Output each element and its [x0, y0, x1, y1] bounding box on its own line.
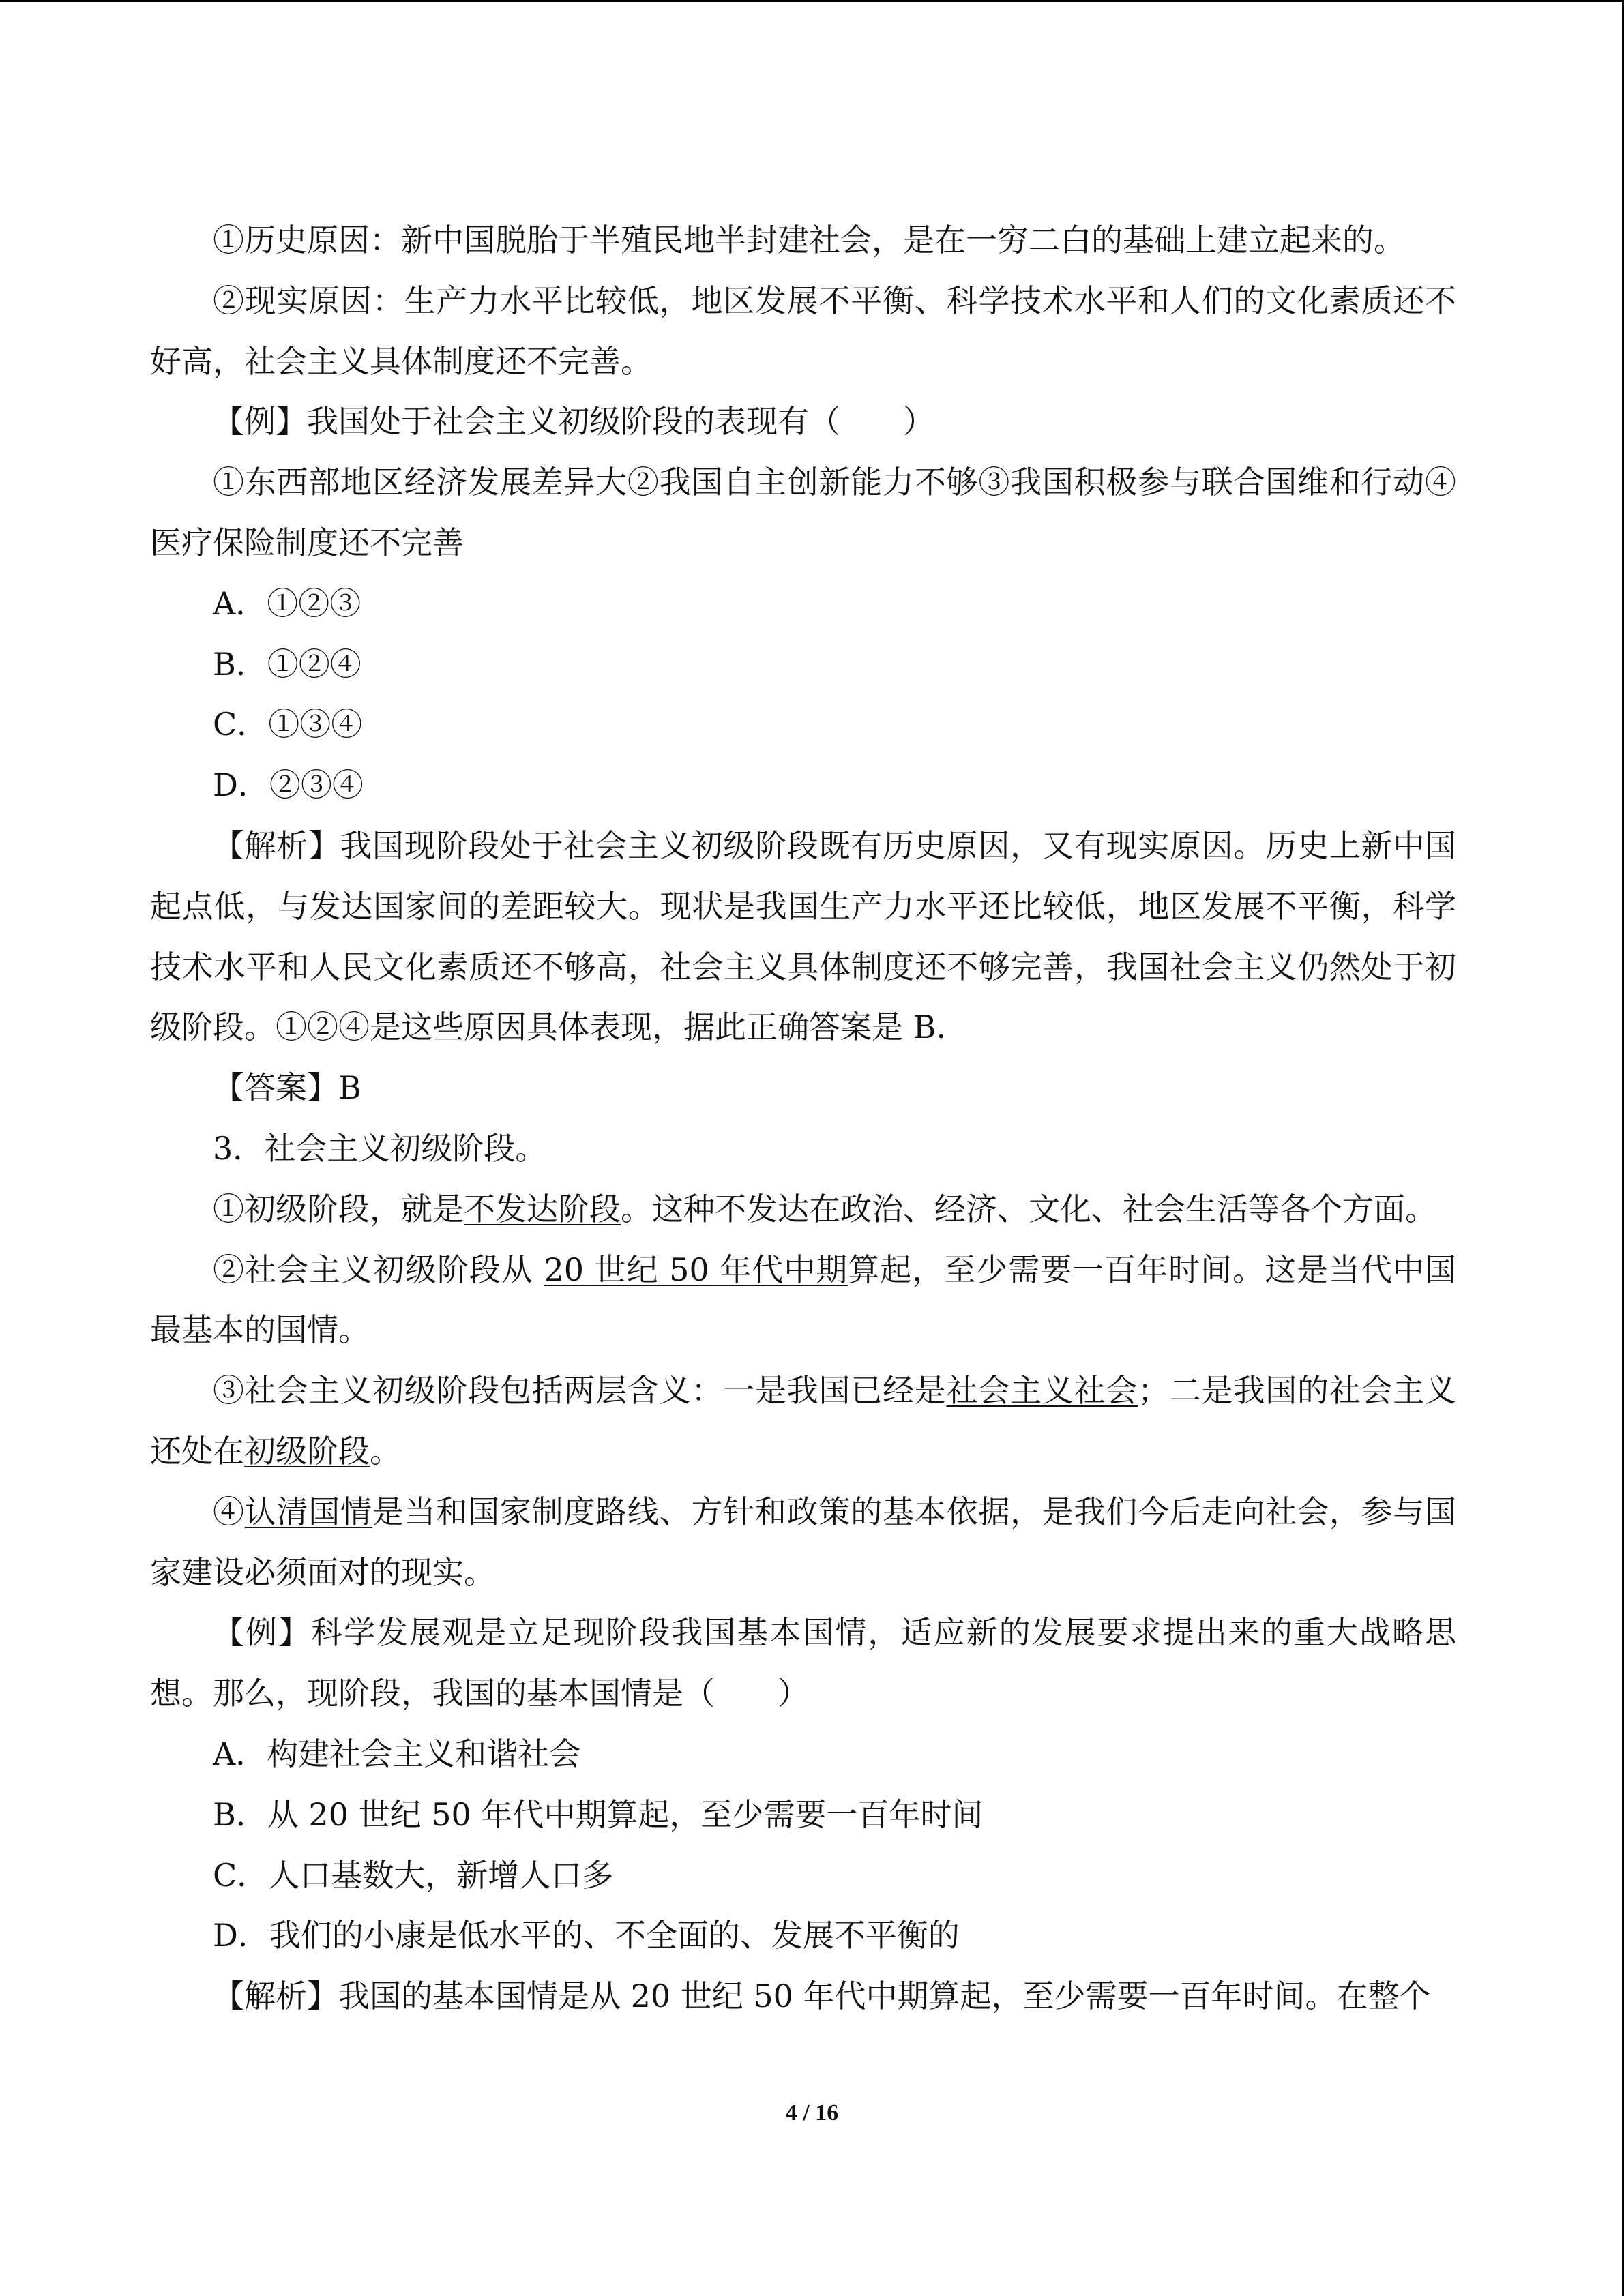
- underlined-keyword: 不发达阶段: [464, 1190, 621, 1227]
- text-run: ②社会主义初级阶段从: [213, 1251, 544, 1288]
- text-run: ③社会主义初级阶段包括两层含义：一是我国已经是: [213, 1372, 947, 1410]
- text-run: A．①②③: [213, 584, 361, 622]
- paragraph: [150, 1360, 1456, 1482]
- paragraph: [150, 1118, 1456, 1179]
- paragraph: [150, 1966, 1456, 2027]
- text-run: ④: [213, 1493, 245, 1530]
- text-run: ①东西部地区经济发展差异大②我国自主创新能力不够③我国积极参与联合国维和行动④医疗保险制度还不完善: [150, 464, 1456, 561]
- answer-option: [150, 634, 1456, 695]
- text-run: D．②③④: [213, 766, 364, 804]
- paragraph: [150, 1179, 1456, 1240]
- paragraph: [150, 1602, 1456, 1724]
- page-border-top: [0, 0, 1624, 2]
- text-run: 3．社会主义初级阶段。: [213, 1129, 547, 1167]
- text-run: C．人口基数大，新增人口多: [213, 1856, 614, 1894]
- text-run: ①初级阶段，就是: [213, 1190, 464, 1227]
- text-run: 【解析】我国现阶段处于社会主义初级阶段既有历史原因，又有现实原因。历史上新中国起点低，与发达国家间的差距较大。现状是我国生产力水平还比较低，地区发展不平衡，科学技术水平和人民文化素质还不够高，社会主义具体制度还不够完善，我国社会主义仍然处于初级阶段。①②④是这些原因具体表现，据此正确答案是 B.: [150, 826, 1456, 1046]
- text-run: 【答案】B: [213, 1069, 361, 1107]
- answer-option: [150, 694, 1456, 755]
- text-run: 【解析】我国的基本国情是从 20 世纪 50 年代中期算起，至少需要一百年时间。在整个: [213, 1978, 1431, 2015]
- paragraph: [150, 816, 1456, 1058]
- paragraph: [150, 391, 1456, 452]
- text-run: ②现实原因：生产力水平比较低，地区发展不平衡、科学技术水平和人们的文化素质还不好高，社会主义具体制度还不完善。: [150, 282, 1456, 380]
- paragraph: [150, 452, 1456, 573]
- paragraph: [150, 210, 1456, 271]
- text-run: 算起，至少需要一百年时间。这是当代中国最基本的国情。: [150, 1251, 1457, 1349]
- text-run: B．①②④: [213, 645, 361, 683]
- paragraph: [150, 1240, 1456, 1361]
- text-run: C．①③④: [213, 706, 363, 743]
- paragraph: [150, 1482, 1456, 1603]
- underlined-keyword: 认清国情: [244, 1493, 372, 1530]
- underlined-keyword: 初级阶段: [244, 1432, 370, 1470]
- text-run: A．构建社会主义和谐社会: [213, 1735, 581, 1772]
- answer-option: [150, 1845, 1456, 1906]
- answer-option: [150, 573, 1456, 634]
- document-body: [150, 210, 1456, 2027]
- underlined-keyword: 社会主义社会: [946, 1372, 1138, 1410]
- paragraph: [150, 1058, 1456, 1118]
- text-run: ；二是我国的社会主义还处在: [150, 1372, 1457, 1470]
- answer-option: [150, 1785, 1456, 1845]
- answer-option: [150, 1724, 1456, 1785]
- text-run: B．从 20 世纪 50 年代中期算起，至少需要一百年时间: [213, 1795, 984, 1833]
- underlined-keyword: 20 世纪 50 年代中期: [544, 1251, 848, 1288]
- text-run: ①历史原因：新中国脱胎于半殖民地半封建社会，是在一穷二白的基础上建立起来的。: [213, 222, 1405, 258]
- text-run: D．我们的小康是低水平的、不全面的、发展不平衡的: [213, 1917, 960, 1954]
- answer-option: [150, 755, 1456, 816]
- text-run: 【例】我国处于社会主义初级阶段的表现有（ ）: [213, 403, 934, 441]
- text-run: 是当和国家制度路线、方针和政策的基本依据，是我们今后走向社会，参与国家建设必须面对的现实。: [150, 1493, 1457, 1591]
- text-run: 【例】科学发展观是立足现阶段我国基本国情，适应新的发展要求提出来的重大战略思想。那么，现阶段，我国的基本国情是（ ）: [150, 1614, 1456, 1712]
- text-run: 。: [370, 1432, 401, 1470]
- answer-option: [150, 1905, 1456, 1966]
- page-number: 4 / 16: [785, 2100, 839, 2126]
- text-run: 。这种不发达在政治、经济、文化、社会生活等各个方面。: [621, 1190, 1436, 1227]
- paragraph: [150, 271, 1456, 392]
